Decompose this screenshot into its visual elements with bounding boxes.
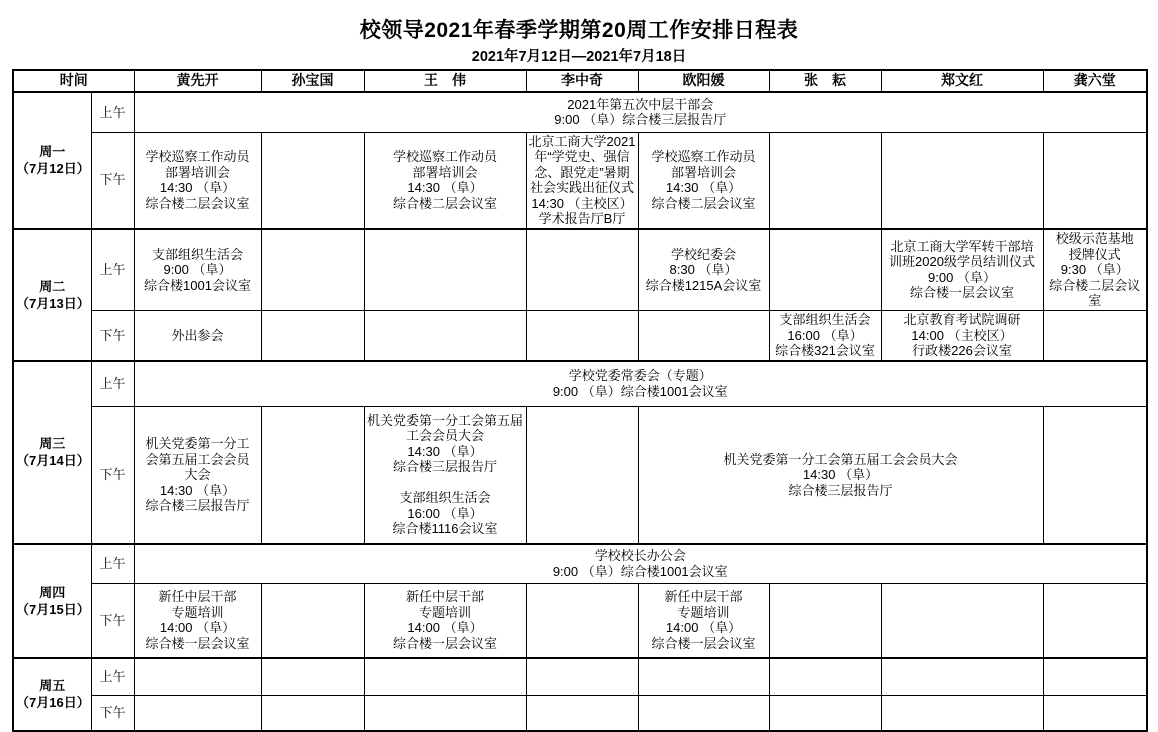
event-line: 14:30 （阜） [407,180,483,195]
person-header: 欧阳媛 [638,70,769,92]
event-cell [134,584,261,658]
event-cell [134,229,261,311]
event-line: 14:30 （阜） [159,482,236,498]
event-line: 16:00 （阜） [787,327,863,343]
event-line: 综合楼一层会议室 [392,635,497,651]
event-line: 综合楼三层报告厅 [788,482,893,498]
empty-cell [881,658,1043,696]
empty-cell [526,407,638,544]
event-line: 14:30 （阜） [802,467,879,482]
empty-cell [881,584,1043,658]
event-cell [134,92,1147,132]
person-header: 孙宝国 [261,70,364,92]
empty-cell [261,132,364,229]
event-line: 综合楼321会议室 [775,343,875,358]
person-header: 张 耘 [769,70,881,92]
day-name: 周三 [39,436,66,451]
event-line: 综合楼二层会议室 [651,195,756,211]
day-date: （7月14日） [16,453,90,468]
event-line: 北京工商大学2021 [528,133,636,149]
event-line: 部署培训会 [670,164,736,180]
empty-cell [769,658,881,696]
page-title: 校领导2021年春季学期第20周工作安排日程表 [359,19,799,42]
event-line: 校级示范基地 [1055,231,1134,246]
event-line: 14:00 （阜） [407,620,483,636]
event-line: 机关党委第一分工 [145,436,250,451]
event-line: 14:00 （主校区） [911,327,1013,343]
event-line: 学校纪委会 [670,246,736,262]
event-line: 9:30 （阜） [1060,262,1129,277]
event-line: 新任中层干部 [664,589,743,605]
empty-cell [526,584,638,658]
empty-cell [638,696,769,731]
day-label [13,658,91,731]
event-line: 综合楼1215A会议室 [645,277,762,293]
empty-cell [364,658,526,696]
schedule-row [13,361,1147,407]
event-cell [638,584,769,658]
empty-cell [1043,132,1147,229]
event-line: 14:30 （阜） [159,180,236,195]
day-date: （7月15日） [16,601,90,617]
event-line: 综合楼二层会议室 [145,195,250,211]
empty-cell [769,696,881,731]
event-line: 室 [1088,293,1102,308]
event-line: 大会 [184,467,211,482]
header-row [13,70,1147,92]
day-name: 周一 [39,144,66,160]
empty-cell [526,696,638,731]
empty-cell [1043,658,1147,696]
schedule-row [13,92,1147,132]
person-header: 黄先开 [134,70,261,92]
empty-cell [364,696,526,731]
event-line: 学校党委常委会（专题） [568,368,712,384]
period-label: 上午 [91,361,134,407]
event-line: 9:00 （阜）综合楼1001会议室 [552,563,728,579]
event-line: 14:30 （主校区） [531,195,633,211]
schedule-body [13,70,1147,731]
empty-cell [261,311,364,361]
event-cell [364,132,526,229]
event-cell [134,544,1147,584]
empty-cell [638,311,769,361]
empty-cell [769,132,881,229]
event-line: 2021年第五次中层干部会 [567,96,714,112]
schedule-row [13,584,1147,658]
day-name: 周五 [39,678,66,693]
schedule-row [13,696,1147,731]
event-line: 授牌仪式 [1068,246,1121,262]
event-cell [881,229,1043,311]
day-label [13,229,91,361]
period-label: 上午 [91,544,134,584]
event-cell [134,311,261,361]
schedule-row [13,311,1147,361]
empty-cell [1043,584,1147,658]
event-line: 9:00 （阜）综合楼三层报告厅 [554,112,727,128]
event-cell [638,229,769,311]
event-line: 机关党委第一分工会第五届工会会员大会 [723,451,958,467]
period-label: 上午 [91,229,134,311]
person-header: 郑文红 [881,70,1043,92]
event-line: 新任中层干部 [405,589,484,605]
event-cell [638,132,769,229]
empty-cell [364,311,526,361]
period-label: 下午 [91,407,134,544]
empty-cell [881,696,1043,731]
event-cell [769,311,881,361]
event-line [367,475,524,491]
period-label: 下午 [91,584,134,658]
period-label: 下午 [91,311,134,361]
day-label [13,361,91,544]
event-line: 学术报告厅B厅 [538,211,626,226]
empty-cell [261,658,364,696]
empty-cell [1043,696,1147,731]
schedule-row [13,229,1147,311]
date-range: 2021年7月12日—2021年7月18日 [471,49,687,65]
event-line: 年“学党史、强信 [534,149,630,164]
empty-cell [134,658,261,696]
empty-cell [364,229,526,311]
period-label: 下午 [91,696,134,731]
event-line: 综合楼三层报告厅 [392,459,497,475]
event-line: 9:00 （阜）综合楼1001会议室 [552,383,728,399]
period-label: 下午 [91,132,134,229]
empty-cell [261,696,364,731]
day-name: 周二 [39,278,66,294]
event-line: 综合楼二层会议室 [392,195,497,211]
event-line: 14:30 （阜） [665,180,742,195]
empty-cell [526,658,638,696]
event-line: 机关党委第一分工会第五届 [366,412,523,428]
event-line: 工会会员大会 [405,428,484,444]
event-line: 会第五届工会会员 [145,451,250,467]
event-line: 行政楼226会议室 [912,343,1012,358]
event-line: 专题培训 [171,604,224,620]
day-date: （7月12日） [16,161,90,177]
event-line: 综合楼二层会议 [1049,277,1141,293]
schedule-row [13,658,1147,696]
day-date: （7月13日） [16,295,90,311]
schedule-row [13,132,1147,229]
event-cell [364,407,526,544]
event-line: 综合楼1116会议室 [392,521,498,537]
empty-cell [261,407,364,544]
event-line: 支部组织生活会 [779,312,871,327]
event-line: 部署培训会 [164,164,230,180]
person-header: 王 伟 [364,70,526,92]
event-line: 北京教育考试院调研 [903,312,1021,327]
event-line: 综合楼一层会议室 [145,635,250,651]
day-label [13,92,91,229]
event-line: 14:00 （阜） [159,620,236,636]
day-name: 周四 [39,584,66,600]
event-line: 综合楼三层报告厅 [145,498,250,513]
event-cell [134,361,1147,407]
event-line: 学校巡察工作动员 [651,149,756,164]
event-line: 14:00 （阜） [665,620,742,636]
event-line: 支部组织生活会 [399,490,491,506]
event-line: 学校巡察工作动员 [145,149,250,164]
event-line: 部署培训会 [412,164,478,180]
empty-cell [526,229,638,311]
event-cell [638,407,1043,544]
event-line: 9:00 （阜） [928,269,996,285]
event-line: 16:00 （阜） [407,505,483,521]
day-label [13,544,91,658]
person-header: 李中奇 [526,70,638,92]
event-line: 8:30 （阜） [669,262,738,277]
event-line: 综合楼一层会议室 [909,285,1014,301]
empty-cell [1043,311,1147,361]
event-line: 北京工商大学军转干部培 [890,238,1034,254]
person-header: 龚六堂 [1043,70,1147,92]
period-label: 上午 [91,92,134,132]
event-line: 综合楼1001会议室 [144,277,251,293]
empty-cell [261,584,364,658]
empty-cell [881,132,1043,229]
schedule-row [13,544,1147,584]
event-line: 专题培训 [677,604,730,620]
empty-cell [526,311,638,361]
empty-cell [134,696,261,731]
event-line: 学校校长办公会 [594,548,686,564]
event-line: 新任中层干部 [158,589,237,605]
event-line: 念、跟党走”暑期 [534,164,630,180]
event-line: 外出参会 [171,327,224,343]
empty-cell [1043,407,1147,544]
time-header: 时间 [13,70,134,92]
event-line: 14:30 （阜） [407,443,483,459]
empty-cell [769,229,881,311]
event-line: 9:00 （阜） [163,262,232,277]
schedule-row [13,407,1147,544]
event-cell [364,584,526,658]
period-label: 上午 [91,658,134,696]
empty-cell [261,229,364,311]
event-line: 训班2020级学员结训仪式 [889,254,1035,270]
empty-cell [638,658,769,696]
event-line: 综合楼一层会议室 [651,635,756,651]
day-date: （7月16日） [16,695,90,710]
empty-cell [769,584,881,658]
event-line: 社会实践出征仪式 [529,180,634,195]
event-cell [526,132,638,229]
event-cell [881,311,1043,361]
schedule-table [12,69,1148,732]
event-line: 学校巡察工作动员 [392,149,497,164]
event-cell [1043,229,1147,311]
event-line: 支部组织生活会 [151,246,243,262]
event-line: 专题培训 [418,604,471,620]
event-cell [134,132,261,229]
event-cell [134,407,261,544]
